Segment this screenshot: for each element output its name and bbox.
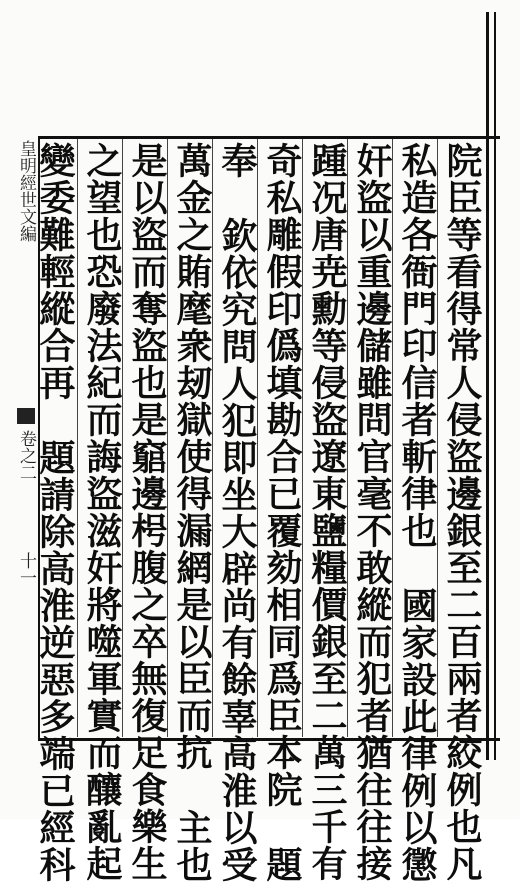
text-segment: 欽依究問人犯即坐大辟尚有餘辜高淮以受 [216,217,258,883]
text-segment: 之望也恐廢法紀而誨盜滋奸將噬軍實而釀亂起 [81,142,123,882]
text-segment: 私造各衙門印信者斬律也 [396,142,438,549]
text-column-2 [395,142,439,883]
text-column-9 [80,142,124,882]
text-column-6 [215,142,259,883]
text-segment: 是以盜而奪盜也是竆邊枵腹之卒無復足食樂生 [126,142,168,882]
text-segment: 踵况唐尭勳等侵盜遼東鹽糧價銀至二萬三千有 [306,142,348,882]
text-segment: 奉 [216,142,258,179]
text-column-4 [305,142,349,882]
text-segment: 變委難輕縱合再 [34,142,76,401]
text-segment: 主也 [171,809,213,883]
text-segment: 題 [261,846,303,883]
frame-right-outer-rule [494,12,496,760]
text-column-7 [170,142,214,883]
text-segment: 萬金之賄麾衆刼獄使得漏網是以臣而抗 [171,142,213,771]
margin-leaf-number: 十一 [16,552,36,586]
text-segment: 奸盜以重邊儲雖問官毫不敢縱而犯者猶往往接 [351,142,393,882]
margin-volume-number: 卷之二 [16,430,36,481]
text-column-8 [125,142,169,882]
text-segment: 國家設此律例以懲 [396,587,438,883]
text-column-10 [34,142,77,883]
text-column-3 [350,142,394,882]
margin-book-title: 皇明經世文編 [16,140,36,242]
text-column-1 [440,142,484,882]
column-separator [77,139,78,737]
frame-top-rule [38,136,500,139]
text-segment: 題請除高淮逆惡多端已經科 [34,439,76,883]
text-column-5 [260,142,304,883]
frame-right-rule [486,12,489,760]
text-segment: 院臣等看得常人侵盜邊銀至二百兩者絞例也凡 [441,142,483,882]
text-segment: 奇私雕假印僞填勘合已覆劾相同爲臣本院 [261,142,303,808]
